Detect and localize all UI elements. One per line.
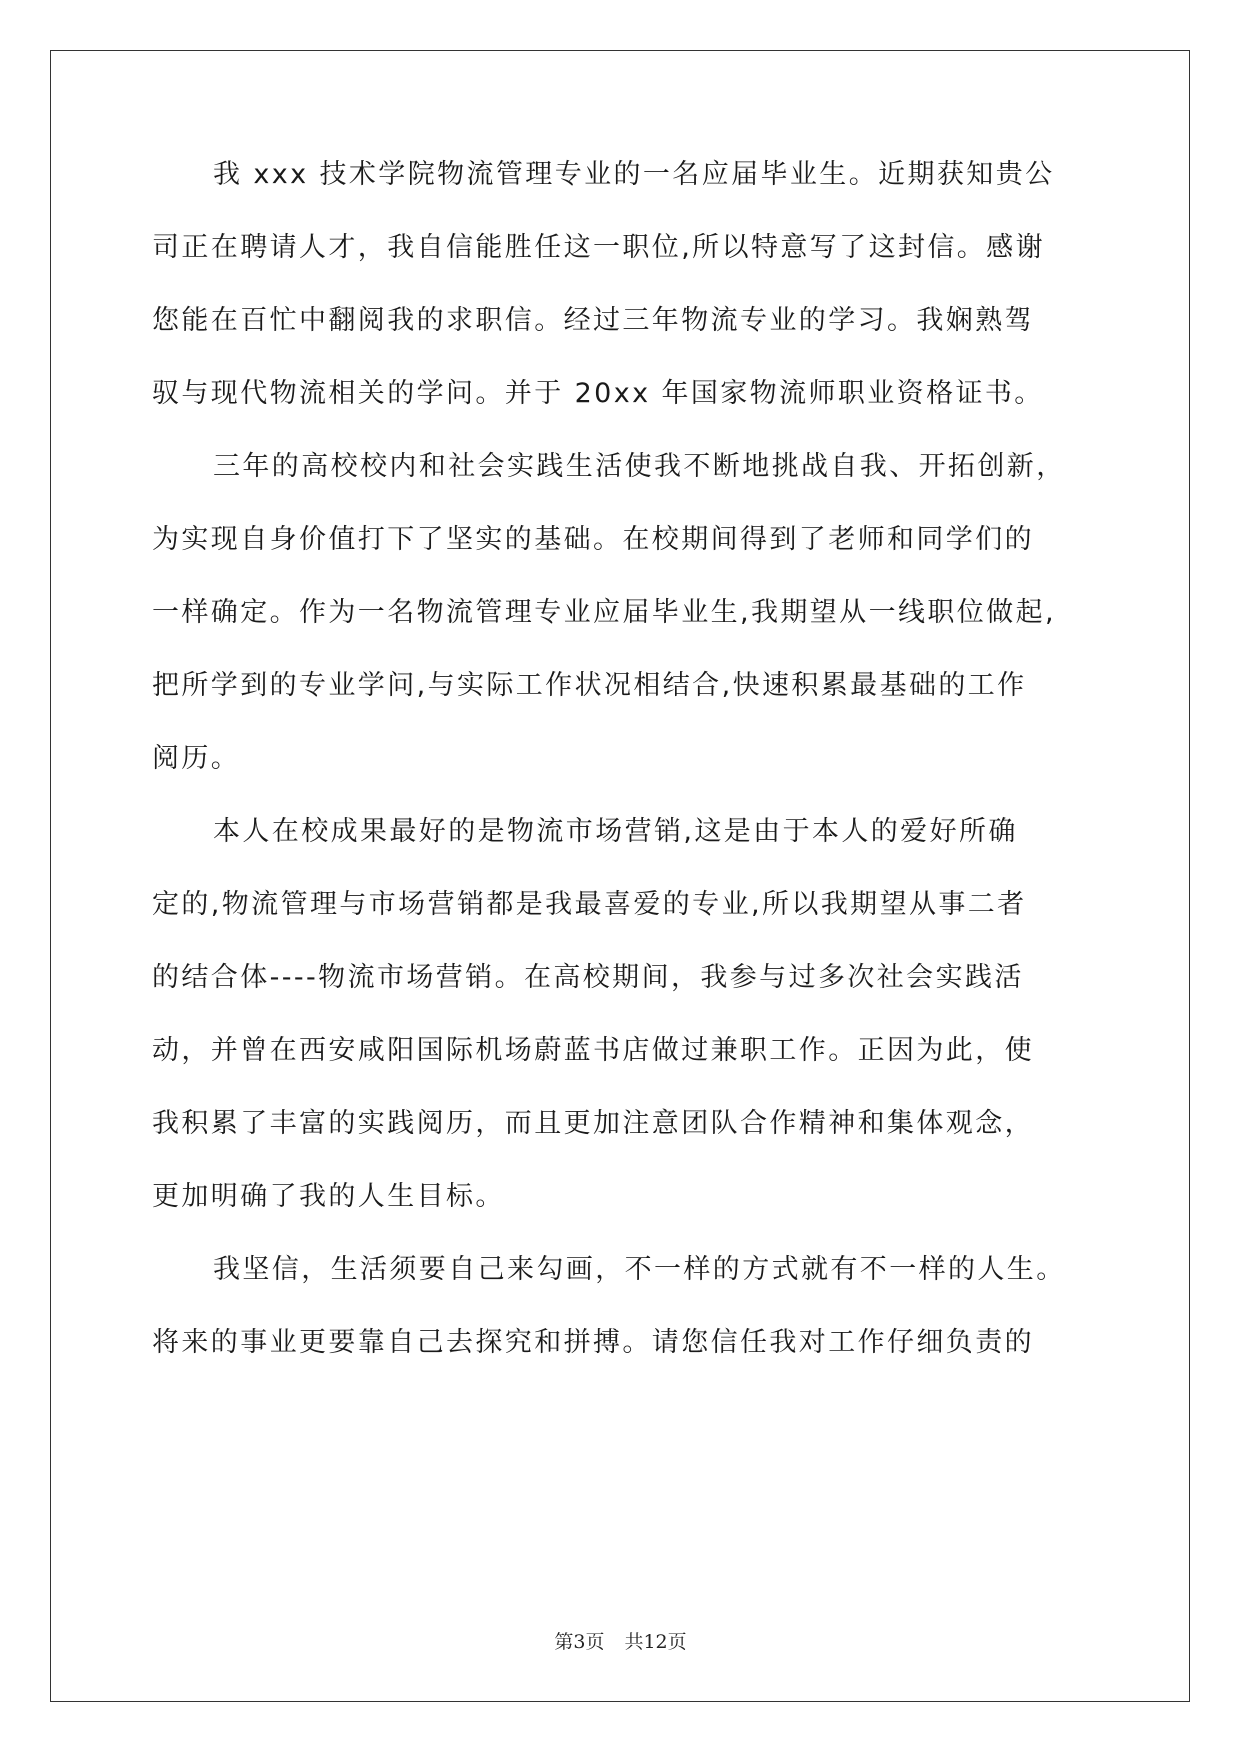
paragraph-3-line-3: 的结合体----物流市场营销。在高校期间，我参与过多次社会实践活 <box>152 962 1024 993</box>
paragraph-2-line-4: 把所学到的专业学问,与实际工作状况相结合,快速积累最基础的工作 <box>152 670 1027 701</box>
paragraph-1-line-3: 您能在百忙中翻阅我的求职信。经过三年物流专业的学习。我娴熟驾 <box>152 305 1034 336</box>
paragraph-3-line-6: 更加明确了我的人生目标。 <box>152 1181 505 1212</box>
page-footer <box>0 1627 1241 1654</box>
page-number-current: 第3页 <box>554 1631 605 1653</box>
paragraph-3-line-4: 动，并曾在西安咸阳国际机场蔚蓝书店做过兼职工作。正因为此，使 <box>152 1035 1034 1066</box>
page-number-total: 共12页 <box>624 1631 687 1653</box>
paragraph-2-line-3: 一样确定。作为一名物流管理专业应届毕业生,我期望从一线职位做起, <box>152 597 1056 628</box>
paragraph-2-line-5: 阅历。 <box>152 743 241 774</box>
paragraph-4-line-1: 我坚信，生活须要自己来勾画，不一样的方式就有不一样的人生。 <box>213 1254 1066 1285</box>
paragraph-2-line-1: 三年的高校校内和社会实践生活使我不断地挑战自我、开拓创新， <box>213 451 1066 482</box>
paragraph-1-line-2: 司正在聘请人才，我自信能胜任这一职位,所以特意写了这封信。感谢 <box>152 232 1045 263</box>
paragraph-3-line-2: 定的,物流管理与市场营销都是我最喜爱的专业,所以我期望从事二者 <box>152 889 1027 920</box>
paragraph-1-line-1: 我 xxx 技术学院物流管理专业的一名应届毕业生。近期获知贵公 <box>213 159 1055 190</box>
paragraph-1-line-4: 驭与现代物流相关的学问。并于 20xx 年国家物流师职业资格证书。 <box>152 378 1044 409</box>
paragraph-2-line-2: 为实现自身价值打下了坚实的基础。在校期间得到了老师和同学们的 <box>152 524 1034 555</box>
paragraph-3-line-1: 本人在校成果最好的是物流市场营销,这是由于本人的爱好所确 <box>213 816 1018 847</box>
page-frame <box>50 50 1190 1702</box>
paragraph-3-line-5: 我积累了丰富的实践阅历，而且更加注意团队合作精神和集体观念， <box>152 1108 1034 1139</box>
paragraph-4-line-2: 将来的事业更要靠自己去探究和拼搏。请您信任我对工作仔细负责的 <box>152 1327 1034 1358</box>
